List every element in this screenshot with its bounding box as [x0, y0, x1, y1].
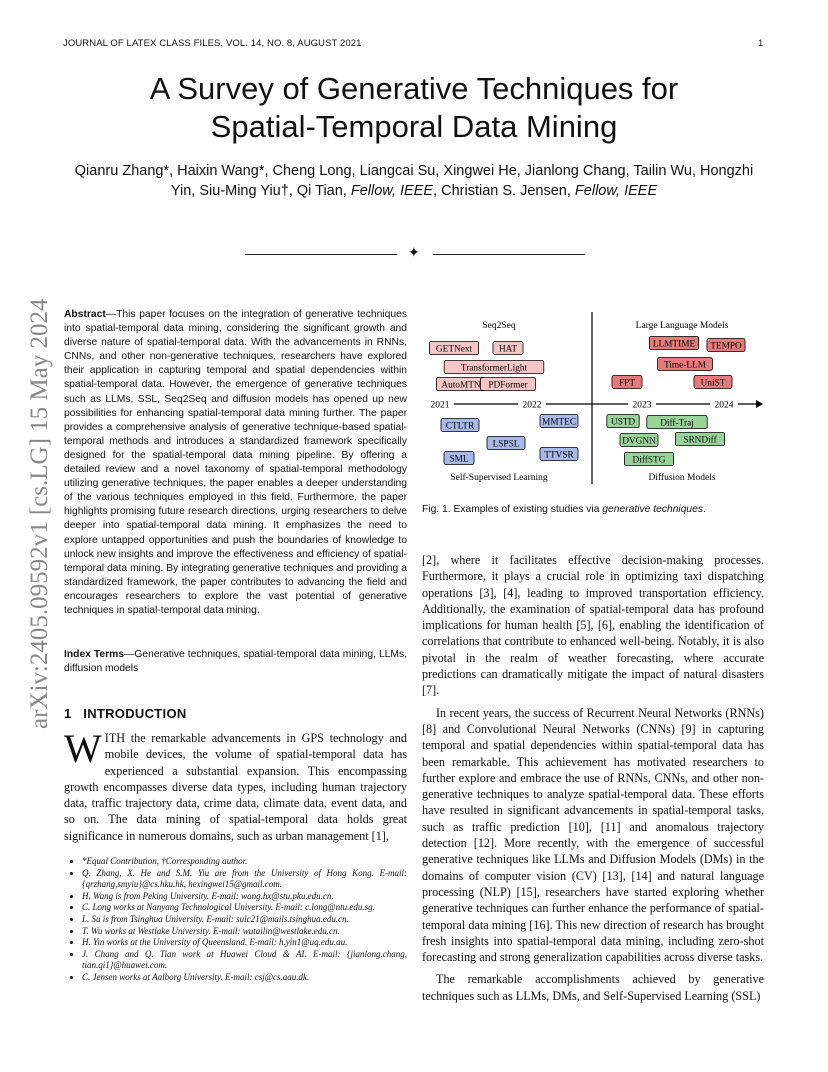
quadrant-label-ssl: Self-Supervised Learning: [450, 473, 548, 483]
footnote-item: • H. Yin works at the University of Queensland. E-mail: h.yin1@uq.edu.au.: [82, 937, 407, 949]
index-terms: [64, 648, 407, 676]
method-label: LLMTIME: [652, 339, 696, 350]
section-title: INTRODUCTION: [83, 706, 187, 721]
dropcap: W: [64, 726, 102, 771]
year-label: 2024: [714, 400, 734, 411]
footnote-item: • H. Wang is from Peking University. E-mail: wang.hx@stu.pku.edu.cn.: [82, 891, 407, 903]
paragraph: [2], where it facilitates effective decision-making processes. Furthermore, it plays a crucial role in optimizing taxi dispatching operations [3], [4], leading to improved transportation efficiency. Additionally, the examination of spatial-temporal data has profound implications for human health [5], [6], enabling the identification of correlations that contribute to enhanced well-being. Notably, it is also pivotal in the realm of weather forecasting, where accurate predictions can dramatically mitigate the impact of natural disasters [7].: [422, 553, 764, 698]
method-label: TEMPO: [710, 341, 742, 352]
method-label: USTD: [610, 417, 636, 428]
abstract: [64, 308, 407, 618]
year-label: 2021: [430, 400, 450, 411]
footnotes: [64, 856, 407, 984]
footnote-item: • C. Jensen works at Aalborg University. E-mail: csj@cs.aau.dk.: [82, 972, 407, 984]
abstract-text: —This paper focuses on the integration of generative techniques into spatial-temporal data mining, considering the significant growth and diverse nature of spatial-temporal data. With the advancements in RNNs, CNNs, and other non-generative techniques, researchers have explored their application in capturing temporal and spatial dependencies within spatial-temporal data. However, the emergence of generative techniques such as LLMs, SSL, Seq2Seq and diffusion models has opened up new possibilities for enhancing spatial-temporal data mining further. The paper provides a comprehensive analysis of generative technique-based spatial-temporal methods and introduces a standardized framework specifically designed for the spatial-temporal data mining pipeline. By offering a detailed review and a novel taxonomy of spatial-temporal methodology utilizing generative techniques, the paper enables a deeper understanding of the various techniques employed in this field. Furthermore, the paper highlights promising future research directions, urging researchers to delve deeper into spatial-temporal data mining. It emphasizes the need to explore untapped opportunities and push the boundaries of knowledge to unlock new insights and improve the effectiveness and efficiency of spatial-temporal data mining. By integrating generative techniques and providing a standardized framework, the paper contributes to advancing the field and encourages researchers to explore the vast potential of generative techniques in spatial-temporal data mining.: [64, 309, 407, 616]
title-line-2: Spatial-Temporal Data Mining: [210, 109, 618, 144]
paragraph: In recent years, the success of Recurrent Neural Networks (RNNs) [8] and Convolutional Neural Networks (CNNs) [9] in capturing temporal and spatial dependencies within spatial-temporal data has been remarkable. This achievement has motivated researchers to further explore and embrace the use of RNNs, CNNs, and other non-generative techniques to analyze spatial-temporal data. These efforts have resulted in significant advancements in spatial-temporal tasks, such as traffic prediction [10], [11] and anomalous trajectory detection [12]. More recently, with the emergence of successful generative techniques like LLMs and Diffusion Models (DMs) in the domains of computer vision (CV) [13], [14] and natural language processing (NLP) [15], researchers have started exploring whether generative techniques can further enhance the performance of spatial-temporal data mining [16]. This new direction of research has brought fresh insights into spatial-temporal data mining, including zero-shot forecasting and strong generalization capabilities across diverse tasks.: [422, 705, 764, 965]
intro-text: ITH the remarkable advancements in GPS technology and mobile devices, the volume of spatial-temporal data has experienced a substantial expansion. This encompassing growth encompasses diverse data types, including human trajectory data, traffic trajectory data, crime data, climate data, event data, and so on. The data mining of spatial-temporal data holds great significance in numerous domains, such as urban management [1],: [64, 731, 407, 843]
footnote-item: • Q. Zhang, X. He and S.M. Yiu are from the University of Hong Kong. E-mail: {qrzhang,smyiu}@cs.hku.hk, hexingwei15@gmail.com.: [82, 868, 407, 891]
intro-paragraph: [64, 726, 407, 844]
footnote-item: • J. Chang and Q. Tian work at Huawei Cloud & AI. E-mail: {jianlong.chang, tian.qi1}@huawei.com.: [82, 949, 407, 972]
title-divider: [245, 246, 585, 261]
quadrant-label-seq2seq: Seq2Seq: [482, 321, 516, 331]
method-label: Time-LLM: [663, 360, 707, 371]
page-number: 1: [758, 38, 764, 49]
caption-suffix: .: [703, 504, 706, 515]
caption-emphasis: generative techniques: [602, 504, 704, 515]
paragraph: The remarkable accomplishments achieved by generative techniques such as LLMs, DMs, and Self-Supervised Learning (SSL): [422, 972, 764, 1003]
year-label: 2022: [522, 400, 542, 411]
divider-line-left: [245, 254, 397, 255]
arrow-right-icon: [756, 400, 763, 408]
figure-caption: [422, 504, 706, 515]
method-label: SRNDiff: [683, 435, 717, 446]
index-terms-label: Index Terms: [64, 649, 125, 660]
footnote-item: • T. Wu works at Westlake University. E-mail: wutailin@westlake.edu.cn.: [82, 926, 407, 938]
method-label: MMTEC: [541, 417, 577, 428]
method-label: DiffSTG: [632, 455, 666, 466]
running-header: JOURNAL OF LATEX CLASS FILES, VOL. 14, NO. 8, AUGUST 2021: [63, 38, 362, 49]
method-label: TransformerLight: [460, 363, 528, 374]
method-boxes: [429, 337, 745, 466]
authors-line-2: [60, 181, 768, 201]
method-label: HAT: [498, 344, 518, 355]
figure-1: [420, 308, 764, 488]
abstract-label: Abstract: [64, 309, 106, 320]
fellow-title: Fellow, IEEE: [574, 183, 658, 199]
method-label: Diff-Traj: [660, 418, 694, 429]
section-number: 1: [64, 706, 72, 721]
index-terms-text: —Generative techniques, spatial-temporal data mining, LLMs, diffusion models: [64, 649, 407, 675]
method-label: GETNext: [435, 344, 473, 355]
right-column: [422, 552, 764, 1010]
method-label: PDFormer: [488, 380, 528, 391]
method-label: TTVSR: [544, 450, 574, 461]
section-heading: [64, 706, 187, 721]
quadrant-label-llm: Large Language Models: [635, 321, 729, 331]
footnote-item: • C. Long works at Nanyang Technological University. E-mail: c.long@ntu.edu.sg.: [82, 902, 407, 914]
arxiv-stamp: arXiv:2405.09592v1 [cs.LG] 15 May 2024: [26, 298, 53, 729]
author-list: [60, 161, 768, 201]
authors-line-1: Qianru Zhang*, Haixin Wang*, Cheng Long, Liangcai Su, Xingwei He, Jianlong Chang, Tailin Wu, Hongzhi: [74, 163, 754, 179]
caption-text: Fig. 1. Examples of existing studies via: [422, 504, 603, 515]
footnote-item: • L. Su is from Tsinghua University. E-mail: sulc21@mails.tsinghua.edu.cn.: [82, 914, 407, 926]
paper-title: [60, 70, 768, 146]
diamond-icon: ✦: [408, 246, 420, 261]
footnote-item: • *Equal Contribution, †Corresponding author.: [82, 856, 407, 868]
method-label: FPT: [618, 378, 636, 389]
title-line-1: A Survey of Generative Techniques for: [149, 71, 679, 106]
year-label: 2023: [632, 400, 652, 411]
method-label: LSPSL: [492, 439, 520, 450]
method-label: CTLTR: [445, 421, 475, 432]
method-label: DVGNN: [622, 436, 656, 447]
method-label: SML: [449, 454, 469, 465]
footnote-list: [64, 856, 407, 984]
divider-line-right: [433, 254, 585, 255]
method-label: AutoMTN: [441, 380, 481, 391]
method-label: UniST: [700, 378, 726, 389]
authors-text: Yin, Siu-Ming Yiu†, Qi Tian,: [170, 183, 351, 199]
fellow-title: Fellow, IEEE: [350, 183, 434, 199]
authors-text: , Christian S. Jensen,: [433, 183, 575, 199]
quadrant-label-diffusion: Diffusion Models: [648, 473, 716, 483]
